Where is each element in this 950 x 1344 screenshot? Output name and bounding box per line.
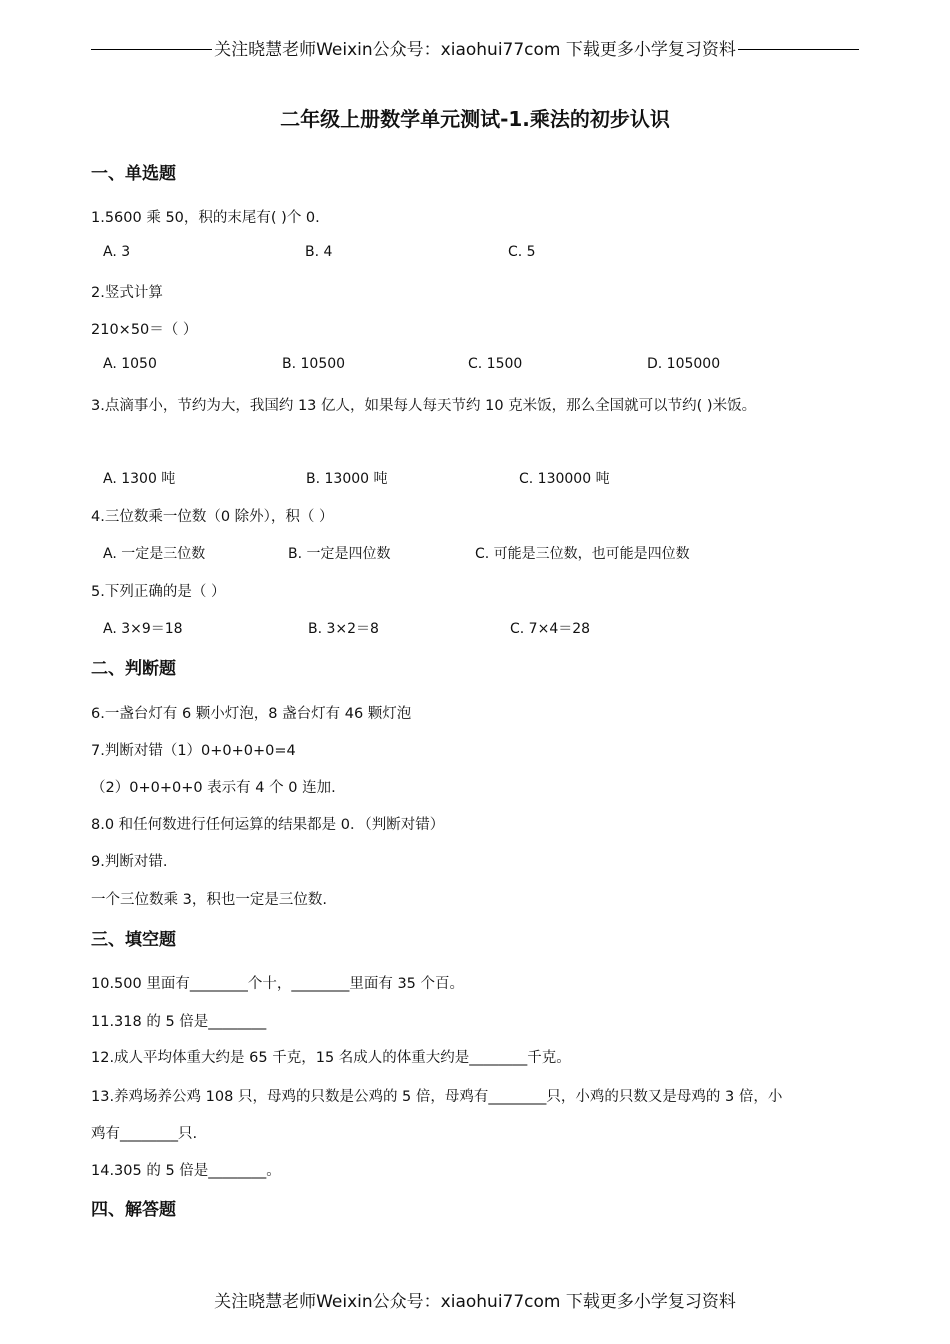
header-text: 关注晓慧老师Weixin公众号：xiaohui77com 下载更多小学复习资料	[214, 40, 736, 60]
q4-option-b: B. 一定是四位数	[288, 546, 391, 562]
footer-banner: 关注晓慧老师Weixin公众号：xiaohui77com 下载更多小学复习资料	[214, 1292, 736, 1312]
q5-option-b: B. 3×2＝8	[308, 621, 379, 637]
q2-option-d: D. 105000	[647, 356, 721, 372]
question-9-title: 9.判断对错.	[91, 854, 168, 870]
q2-option-c: C. 1500	[468, 356, 523, 372]
q2-option-a: A. 1050	[103, 356, 157, 372]
q4-option-a: A. 一定是三位数	[103, 546, 206, 562]
question-7-part2: （2）0+0+0+0 表示有 4 个 0 连加.	[91, 780, 336, 796]
section-heading-true-false: 二、判断题	[91, 659, 176, 679]
question-8: 8.0 和任何数进行任何运算的结果都是 0．（判断对错）	[91, 817, 445, 833]
question-10: 10.500 里面有________个十，________里面有 35 个百。	[91, 976, 465, 992]
question-9-statement: 一个三位数乘 3，积也一定是三位数.	[91, 892, 327, 908]
header-banner	[0, 35, 950, 60]
question-5: 5.下列正确的是（ ）	[91, 584, 226, 600]
q3-option-c: C. 130000 吨	[519, 471, 610, 487]
question-3: 3.点滴事小，节约为大，我国约 13 亿人，如果每人每天节约 10 克米饭，那么全国就可以节约( )米饭。	[91, 398, 757, 414]
q1-option-c: C. 5	[508, 244, 536, 260]
q5-option-a: A. 3×9＝18	[103, 621, 183, 637]
q1-option-a: A. 3	[103, 244, 131, 260]
q1-option-b: B. 4	[305, 244, 333, 260]
question-13-line2: 鸡有________只.	[91, 1126, 198, 1142]
section-heading-solve: 四、解答题	[91, 1200, 176, 1220]
q3-option-b: B. 13000 吨	[306, 471, 388, 487]
section-heading-fill-blank: 三、填空题	[91, 930, 176, 950]
question-7-part1: 7.判断对错（1）0+0+0+0=4	[91, 743, 296, 759]
q3-option-a: A. 1300 吨	[103, 471, 176, 487]
section-heading-single-choice: 一、单选题	[91, 164, 176, 184]
question-11: 11.318 的 5 倍是________	[91, 1014, 267, 1030]
question-14: 14.305 的 5 倍是________。	[91, 1163, 281, 1179]
q4-option-c: C. 可能是三位数，也可能是四位数	[475, 546, 690, 562]
page-title: 二年级上册数学单元测试-1.乘法的初步认识	[280, 107, 670, 131]
question-2-title: 2.竖式计算	[91, 285, 163, 301]
question-13-line1: 13.养鸡场养公鸡 108 只，母鸡的只数是公鸡的 5 倍，母鸡有________只，小鸡的只数又是母鸡的 3 倍，小	[91, 1089, 783, 1105]
question-1: 1.5600 乘 50，积的末尾有( )个 0.	[91, 210, 320, 226]
question-2-expression: 210×50＝（ ）	[91, 322, 198, 338]
question-6: 6.一盏台灯有 6 颗小灯泡，8 盏台灯有 46 颗灯泡	[91, 706, 412, 722]
question-4: 4.三位数乘一位数（0 除外），积（ ）	[91, 509, 334, 525]
q2-option-b: B. 10500	[282, 356, 346, 372]
q5-option-c: C. 7×4＝28	[510, 621, 591, 637]
question-12: 12.成人平均体重大约是 65 千克，15 名成人的体重大约是________千克。	[91, 1050, 571, 1066]
